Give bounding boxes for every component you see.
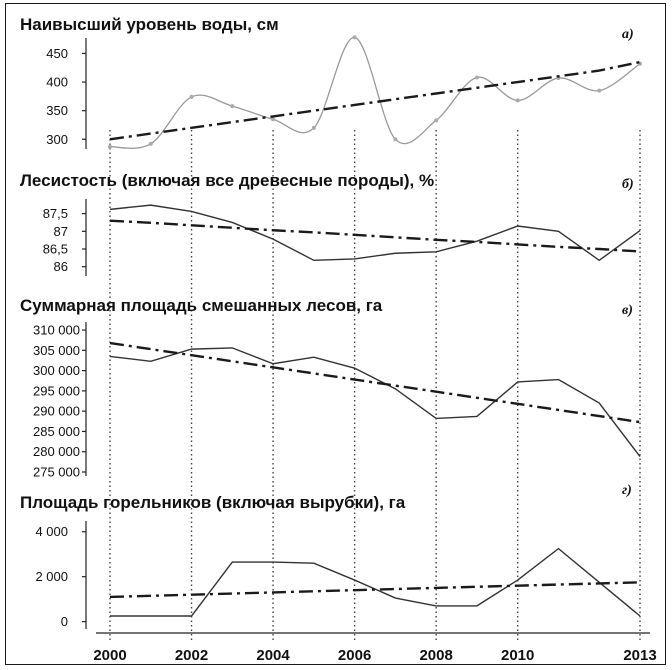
panel-g-plot [35,521,640,629]
panel-v-y-tick-label: 275 000 [33,464,80,480]
panel-g-y-tick-label: 0 [60,614,68,630]
panel-a-data-point [475,75,479,79]
panel-g [20,483,640,629]
panel-a-y-tick-label: 450 [46,45,68,61]
x-axis [93,633,656,664]
panel-a-y-tick-label: 350 [46,103,68,119]
panel-g-title: Площадь горельников (включая вырубки), га [20,493,406,512]
panel-a-data-point [190,95,194,99]
panel-v-trend-line [110,343,640,422]
panel-a-y-tick-label: 400 [46,74,68,90]
panel-v-title: Суммарная площадь смешанных лесов, га [20,296,383,315]
panel-g-tag: г) [622,483,632,498]
panel-v-series-line [110,348,640,457]
panel-a-data-point [271,117,275,121]
panel-b-series-line [110,205,640,260]
panel-g-y-tick-label: 4 000 [35,524,68,540]
x-tick-label-2008: 2008 [419,647,453,664]
panel-v-y-tick-label: 295 000 [33,383,80,399]
panel-v-y-tick-label: 290 000 [33,403,80,419]
panel-g-series-line [110,549,640,616]
panel-a-trend-line [110,62,640,139]
panel-v-y-tick-label: 285 000 [33,423,80,439]
panel-b-y-tick-label: 87 [53,223,68,239]
panel-a-data-point [353,35,357,39]
panel-v-y-tick-label: 280 000 [33,444,80,460]
panel-a-series-line [110,37,640,148]
panel-v-y-tick-label: 300 000 [33,363,80,379]
x-tick-label-2013: 2013 [623,647,657,664]
x-tick-label-2006: 2006 [337,647,372,664]
panel-b-y-tick-label: 86,5 [42,241,68,257]
vertical-gridlines [110,130,640,640]
panel-v-plot [33,322,640,480]
panel-v-y-tick-label: 305 000 [33,342,80,358]
panel-b-y-tick-label: 87,5 [42,206,68,222]
panel-b-trend-line [110,221,640,252]
x-tick-label-2000: 2000 [93,647,127,664]
x-tick-label-2004: 2004 [256,647,290,664]
panel-a-plot [46,35,642,149]
panel-a-data-point [149,142,153,146]
panel-b-title: Лесистость (включая все древесные породы), % [20,171,435,190]
panel-a-title: Наивысший уровень воды, см [20,15,279,34]
panel-a-data-point [312,126,316,130]
panel-a-data-point [108,145,112,149]
panel-g-y-tick-label: 2 000 [35,569,68,585]
panel-a-data-point [230,104,234,108]
panel-a-tag: а) [622,27,634,42]
x-tick-label-2010: 2010 [501,647,535,664]
x-tick-label-2002: 2002 [174,647,209,664]
panel-a-data-point [597,89,601,93]
panel-a [20,15,642,149]
panel-b [20,171,640,276]
panel-v-y-tick-label: 310 000 [33,322,80,338]
panel-v [20,296,640,480]
panel-b-tag: б) [622,177,634,192]
panel-a-y-tick-label: 300 [46,131,68,147]
panel-b-y-tick-label: 86 [53,259,68,275]
panel-v-tag: в) [622,303,633,318]
panel-a-data-point [434,118,438,122]
panel-a-data-point [516,98,520,102]
panel-b-plot [43,199,640,276]
panel-a-data-point [393,137,397,141]
